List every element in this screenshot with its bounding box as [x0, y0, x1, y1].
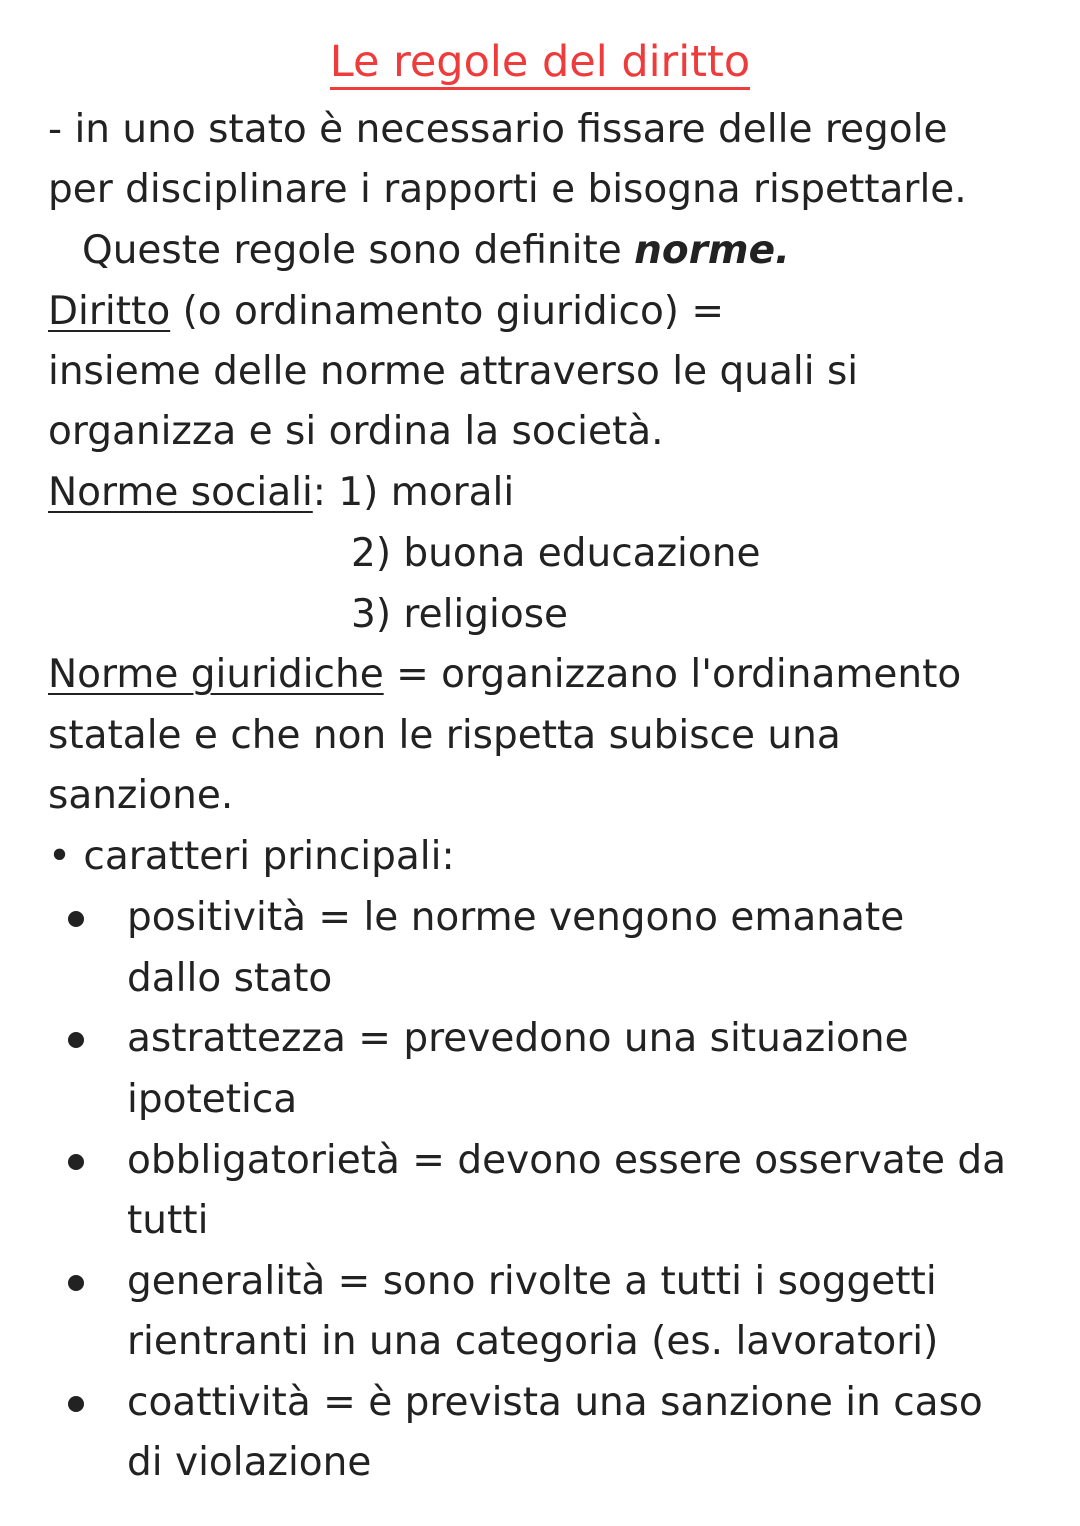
norme-sociali-sep: :: [312, 470, 339, 515]
caratteri-item-1-line-2: dallo stato: [127, 956, 333, 1001]
caratteri-item-1-line-1: positività = le norme vengono emanate: [127, 895, 905, 940]
norme-giuridiche-line-2: statale e che non le rispetta subisce una: [48, 713, 841, 758]
caratteri-item-5-line-1: coattività = è prevista una sanzione in caso: [127, 1380, 983, 1425]
caratteri-heading: • caratteri principali:: [48, 834, 455, 879]
norme-giuridiche-line-1: [48, 649, 961, 701]
intro-line-3: [82, 225, 790, 277]
caratteri-item-3-line-1: obbligatorietà = devono essere osservate da: [127, 1138, 1007, 1183]
diritto-definition-line-1: [48, 286, 724, 338]
caratteri-item-5-line-2: di violazione: [127, 1440, 372, 1485]
norme-sociali-term: Norme sociali: [48, 470, 313, 515]
norme-giuridiche-term: Norme giuridiche: [48, 652, 384, 697]
norme-sociali-item-2: 2) buona educazione: [351, 531, 761, 576]
norme-giuridiche-line-3: sanzione.: [48, 773, 234, 818]
norme-emphasis: norme.: [634, 228, 790, 273]
norme-giuridiche-rest: = organizzano l'ordinamento: [383, 652, 962, 697]
bullet-dot-icon: [68, 1032, 84, 1048]
caratteri-item-2-line-1: astrattezza = prevedono una situazione: [127, 1016, 909, 1061]
caratteri-item-2-line-2: ipotetica: [127, 1077, 298, 1122]
bullet-dot-icon: [68, 1396, 84, 1412]
norme-sociali-item-3: 3) religiose: [351, 592, 569, 637]
norme-sociali-item-1: 1) morali: [338, 470, 515, 515]
bullet-dot-icon: [68, 911, 84, 927]
intro-line-1: - in uno stato è necessario fissare delle regole: [48, 107, 948, 152]
norme-sociali-line: [48, 467, 514, 519]
intro-line-2: per disciplinare i rapporti e bisogna rispettarle.: [48, 167, 967, 212]
intro-line-3-prefix: Queste regole sono definite: [82, 228, 635, 273]
caratteri-item-4-line-1: generalità = sono rivolte a tutti i soggetti: [127, 1259, 937, 1304]
caratteri-item-4-line-2: rientranti in una categoria (es. lavoratori): [127, 1319, 939, 1364]
diritto-term: Diritto: [48, 289, 171, 334]
caratteri-item-3-line-2: tutti: [127, 1198, 209, 1243]
page-title-text: Le regole del diritto: [330, 37, 750, 90]
diritto-rest: (o ordinamento giuridico) =: [170, 289, 725, 334]
bullet-dot-icon: [68, 1154, 84, 1170]
diritto-definition-line-3: organizza e si ordina la società.: [48, 409, 664, 454]
diritto-definition-line-2: insieme delle norme attraverso le quali si: [48, 349, 859, 394]
bullet-dot-icon: [68, 1275, 84, 1291]
page-title: [0, 34, 1080, 90]
